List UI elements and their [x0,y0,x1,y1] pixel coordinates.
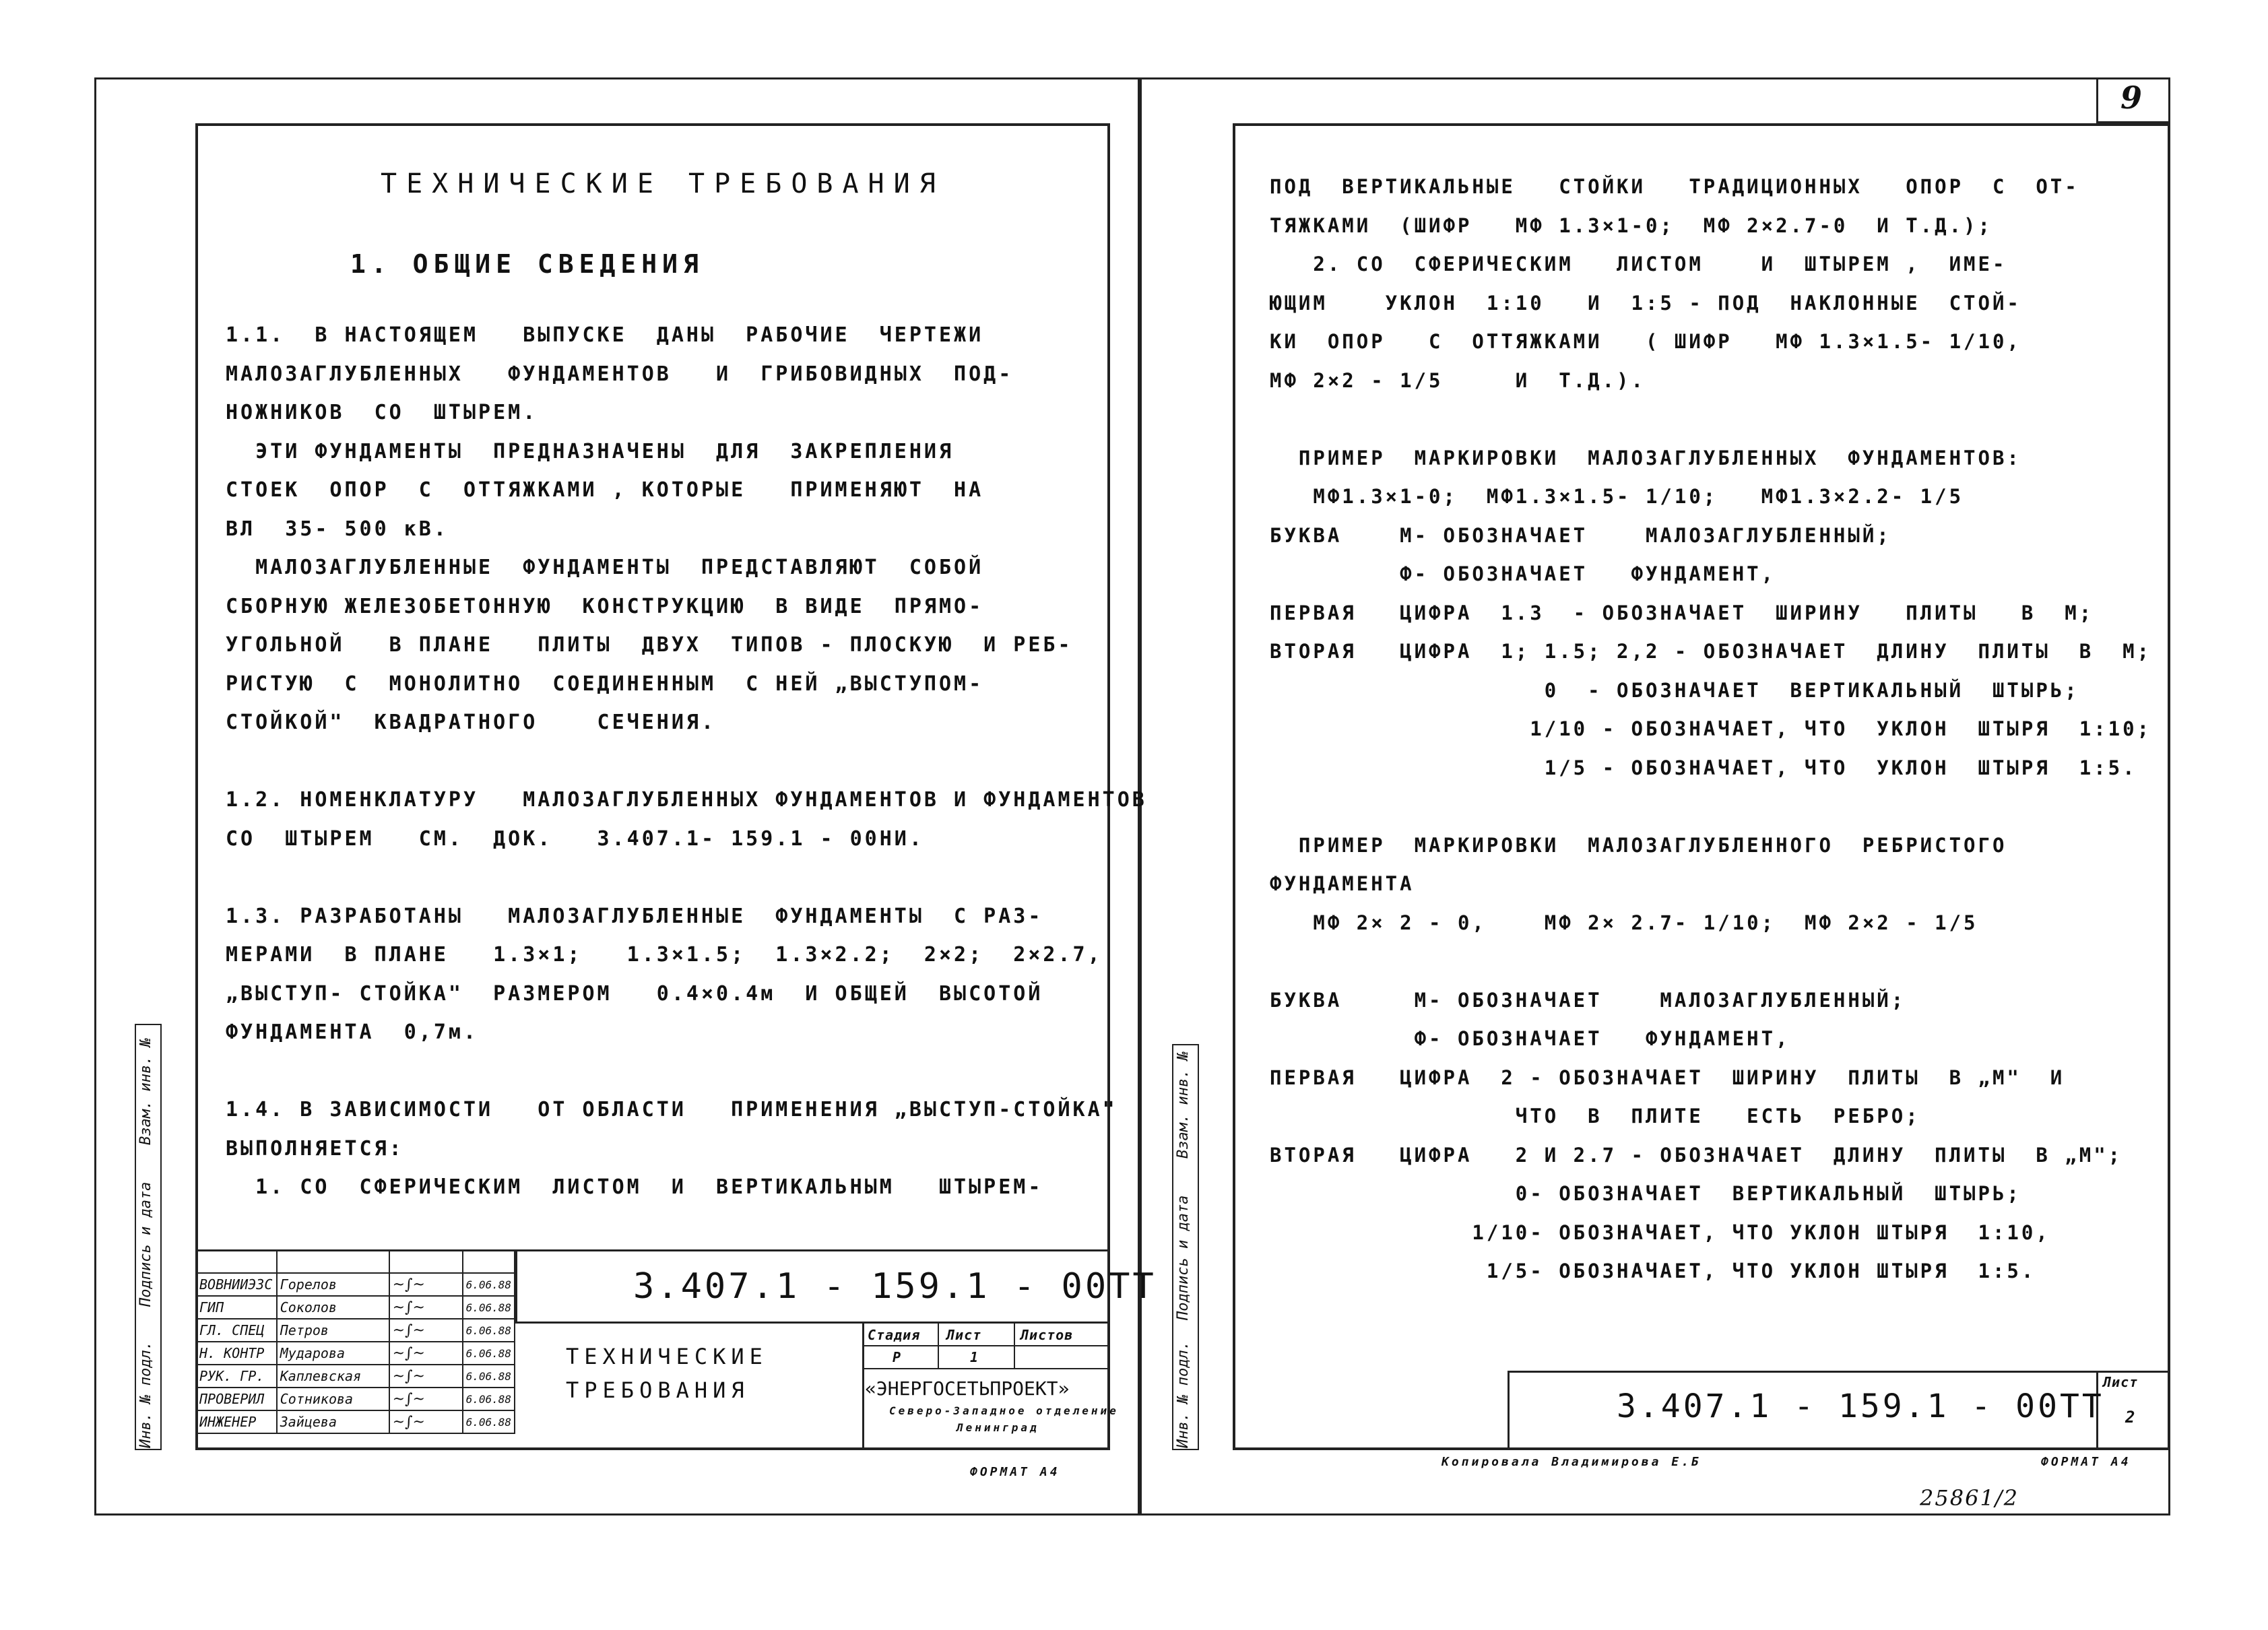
text-line: ВТОРАЯ ЦИФРА 2 И 2.7 - ОБОЗНАЧАЕТ ДЛИНУ ПЛИТЫ В „М"; [1270,1143,2123,1167]
stamp-title-1: ТЕХНИЧЕСКИЕ [566,1344,768,1369]
handwritten-signature: ~∫~ [392,1413,425,1431]
name-cell: Сотникова [277,1388,389,1410]
text-line: 1/10- ОБОЗНАЧАЕТ, ЧТО УКЛОН ШТЫРЯ 1:10, [1270,1220,2050,1244]
text-line: БУКВА М- ОБОЗНАЧАЕТ МАЛОЗАГЛУБЛЕННЫЙ; [1270,988,1906,1012]
name-cell: Каплевская [277,1365,389,1388]
signature-row [196,1365,515,1388]
side-label-vzam: Взам. инв. № [137,1038,154,1145]
sheet-label: Лист [946,1327,982,1343]
text-line: 2. СО СФЕРИЧЕСКИМ ЛИСТОМ И ШТЫРЕМ , ИМЕ- [1270,253,2007,275]
copied-by: Копировала Владимирова Е.Б [1441,1455,1702,1469]
text-line: 0- ОБОЗНАЧАЕТ ВЕРТИКАЛЬНЫЙ ШТЫРЬ; [1270,1182,2021,1205]
text-line: МАЛОЗАГЛУБЛЕННЫХ ФУНДАМЕНТОВ И ГРИБОВИДНЫХ ПОД- [226,362,1014,386]
stamp-cell [463,1250,515,1273]
name-cell: Мударова [277,1342,389,1365]
org-sub2: Ленинград [957,1421,1039,1434]
side-label-inv: Инв. № подл. [137,1341,154,1448]
signature-cell [389,1319,463,1342]
signature-row [196,1388,515,1410]
text-line: 1. СО СФЕРИЧЕСКИМ ЛИСТОМ И ВЕРТИКАЛЬНЫМ ШТЫРЕМ- [226,1175,1043,1199]
text-line: УГОЛЬНОЙ В ПЛАНЕ ПЛИТЫ ДВУХ ТИПОВ - ПЛОСКУЮ И РЕБ- [226,633,1073,657]
handwritten-signature: ~∫~ [392,1299,425,1316]
text-line: СТОЙКОЙ" КВАДРАТНОГО СЕЧЕНИЯ. [226,711,717,734]
text-line: РИСТУЮ С МОНОЛИТНО СОЕДИНЕННЫМ С НЕЙ „ВЫСТУПОМ- [226,672,984,696]
text-line: ВТОРАЯ ЦИФРА 1; 1.5; 2,2 - ОБОЗНАЧАЕТ ДЛИНУ ПЛИТЫ В М; [1270,640,2152,663]
handwritten-signature: ~∫~ [392,1344,425,1362]
role-cell: ПРОВЕРИЛ [196,1388,277,1410]
text-line: СБОРНУЮ ЖЕЛЕЗОБЕТОННУЮ КОНСТРУКЦИЮ В ВИДЕ ПРЯМО- [226,594,984,618]
signature-cell [389,1296,463,1319]
signature-row [196,1410,515,1433]
date-cell: 6.06.88 [463,1410,515,1433]
stamp-cell [277,1250,389,1273]
handwritten-signature: ~∫~ [392,1322,425,1339]
stamp-cell [389,1250,463,1273]
text-line: ЭТИ ФУНДАМЕНТЫ ПРЕДНАЗНАЧЕНЫ ДЛЯ ЗАКРЕПЛЕНИЯ [226,439,954,463]
signature-row [196,1296,515,1319]
text-line: 1/10 - ОБОЗНАЧАЕТ, ЧТО УКЛОН ШТЫРЯ 1:10; [1270,717,2152,740]
name-cell: Петров [277,1319,389,1342]
right-format: ФОРМАТ А4 [2041,1455,2131,1469]
signature-row [196,1273,515,1296]
text-line: ПРИМЕР МАРКИРОВКИ МАЛОЗАГЛУБЛЕННЫХ ФУНДАМЕНТОВ: [1270,446,2021,469]
right-side-label-sign: Подпись и дата [1175,1195,1192,1320]
text-line: МФ 2×2 - 1/5 И Т.Д.). [1270,368,1646,392]
text-line: НОЖНИКОВ СО ШТЫРЕМ. [226,401,538,424]
signature-cell [389,1365,463,1388]
text-line: ПЕРВАЯ ЦИФРА 1.3 - ОБОЗНАЧАЕТ ШИРИНУ ПЛИТЫ В М; [1270,601,2094,624]
date-cell: 6.06.88 [463,1273,515,1296]
handwritten-signature: ~∫~ [392,1390,425,1408]
text-line: 1/5- ОБОЗНАЧАЕТ, ЧТО УКЛОН ШТЫРЯ 1:5. [1270,1260,2036,1282]
text-line: БУКВА М- ОБОЗНАЧАЕТ МАЛОЗАГЛУБЛЕННЫЙ; [1270,523,1891,547]
page-heading: ТЕХНИЧЕСКИЕ ТРЕБОВАНИЯ [381,168,945,199]
date-cell: 6.06.88 [463,1319,515,1342]
text-line: 1.3. РАЗРАБОТАНЫ МАЛОЗАГЛУБЛЕННЫЕ ФУНДАМЕНТЫ С РАЗ- [226,904,1043,928]
text-line: ПРИМЕР МАРКИРОВКИ МАЛОЗАГЛУБЛЕННОГО РЕБРИСТОГО [1270,833,2007,857]
role-cell: Н. КОНТР [196,1342,277,1365]
text-line: 1.2. НОМЕНКЛАТУРУ МАЛОЗАГЛУБЛЕННЫХ ФУНДАМЕНТОВ И ФУНДАМЕНТОВ [226,788,1147,812]
org-name: «ЭНЕРГОСЕТЬПРОЕКТ» [865,1377,1070,1400]
signature-cell [389,1273,463,1296]
name-cell: Горелов [277,1273,389,1296]
text-line: ЧТО В ПЛИТЕ ЕСТЬ РЕБРО; [1270,1105,1920,1128]
text-line: 1.1. В НАСТОЯЩЕМ ВЫПУСКЕ ДАНЫ РАБОЧИЕ ЧЕРТЕЖИ [226,323,984,347]
text-line: Ф- ОБОЗНАЧАЕТ ФУНДАМЕНТ, [1270,562,1776,585]
text-line: ФУНДАМЕНТА [1270,872,1415,895]
text-line: ПЕРВАЯ ЦИФРА 2 - ОБОЗНАЧАЕТ ШИРИНУ ПЛИТЫ В „М" И [1270,1066,2065,1089]
signature-cell [389,1410,463,1433]
handwritten-number: 25861/2 [1920,1485,2019,1511]
text-line: ВЫПОЛНЯЕТСЯ: [226,1136,404,1161]
stage-label: Стадия [868,1327,921,1343]
text-line: МФ 2× 2 - 0, МФ 2× 2.7- 1/10; МФ 2×2 - 1/5 [1270,911,1978,934]
signature-table [195,1249,515,1434]
text-line: ТЯЖКАМИ (ШИФР МФ 1.3×1-0; МФ 2×2.7-0 И Т.Д.); [1270,214,1992,237]
right-sheet-label: Лист [2103,1374,2139,1390]
text-line: ПОД ВЕРТИКАЛЬНЫЕ СТОЙКИ ТРАДИЦИОННЫХ ОПОР С ОТ- [1270,175,2079,198]
name-cell: Зайцева [277,1410,389,1433]
left-doc-code: 3.407.1 - 159.1 - 00ТТ [633,1266,1157,1307]
text-line: КИ ОПОР С ОТТЯЖКАМИ ( ШИФР МФ 1.3×1.5- 1/10, [1270,330,2021,353]
stamp-title-2: ТРЕБОВАНИЯ [566,1377,750,1403]
right-doc-code: 3.407.1 - 159.1 - 00ТТ [1617,1388,2104,1425]
stage-divider-1 [938,1324,939,1369]
text-line: ВЛ 35- 500 кВ. [226,517,449,541]
signature-cell [389,1388,463,1410]
date-cell: 6.06.88 [463,1365,515,1388]
text-line: МФ1.3×1-0; МФ1.3×1.5- 1/10; МФ1.3×2.2- 1/5 [1270,485,1964,508]
text-line: 0 - ОБОЗНАЧАЕТ ВЕРТИКАЛЬНЫЙ ШТЫРЬ; [1270,678,2079,702]
handwritten-signature: ~∫~ [392,1367,425,1385]
date-cell: 6.06.88 [463,1388,515,1410]
role-cell: ИНЖЕНЕР [196,1410,277,1433]
right-inner-frame [1233,123,2170,1450]
text-line: СО ШТЫРЕМ СМ. ДОК. 3.407.1- 159.1 - 00НИ. [226,826,924,851]
text-line: МЕРАМИ В ПЛАНЕ 1.3×1; 1.3×1.5; 1.3×2.2; 2×2; 2×2.7, [226,943,1103,967]
sheets-label: Листов [1020,1327,1074,1343]
date-cell: 6.06.88 [463,1296,515,1319]
signature-cell [389,1342,463,1365]
sheet-value: 1 [970,1349,981,1365]
text-line: ФУНДАМЕНТА 0,7м. [226,1020,479,1044]
page-number: 9 [2120,79,2145,116]
side-label-sign: Подпись и дата [137,1181,154,1307]
signature-row [196,1342,515,1365]
text-line: Ф- ОБОЗНАЧАЕТ ФУНДАМЕНТ, [1270,1027,1790,1050]
text-line: 1/5 - ОБОЗНАЧАЕТ, ЧТО УКЛОН ШТЫРЯ 1:5. [1270,756,2137,779]
org-sub1: Северо-Западное отделение [889,1404,1119,1417]
text-line: „ВЫСТУП- СТОЙКА" РАЗМЕРОМ 0.4×0.4м И ОБЩЕЙ ВЫСОТОЙ [226,981,1043,1006]
stage-value: Р [893,1349,904,1365]
role-cell: ВОВНИИЭЗС [196,1273,277,1296]
date-cell: 6.06.88 [463,1342,515,1365]
right-side-label-vzam: Взам. инв. № [1175,1051,1192,1159]
role-cell: ГЛ. СПЕЦ [196,1319,277,1342]
role-cell: РУК. ГР. [196,1365,277,1388]
handwritten-signature: ~∫~ [392,1276,425,1293]
stage-divider-2 [1014,1324,1015,1369]
name-cell: Соколов [277,1296,389,1319]
left-format: ФОРМАТ А4 [970,1465,1060,1479]
right-sheet-value: 2 [2125,1408,2138,1427]
text-line: СТОЕК ОПОР С ОТТЯЖКАМИ , КОТОРЫЕ ПРИМЕНЯЮТ НА [226,478,984,502]
signature-row [196,1319,515,1342]
role-cell: ГИП [196,1296,277,1319]
text-line: ЮЩИМ УКЛОН 1:10 И 1:5 - ПОД НАКЛОННЫЕ СТОЙ- [1270,291,2021,315]
text-line: 1.4. В ЗАВИСИМОСТИ ОТ ОБЛАСТИ ПРИМЕНЕНИЯ „ВЫСТУП-СТОЙКА" [226,1098,1117,1121]
section-heading: 1. ОБЩИЕ СВЕДЕНИЯ [350,249,704,279]
right-side-label-inv: Инв. № подл. [1175,1341,1192,1448]
stamp-cell [196,1250,277,1273]
text-line: МАЛОЗАГЛУБЛЕННЫЕ ФУНДАМЕНТЫ ПРЕДСТАВЛЯЮТ СОБОЙ [226,556,984,579]
